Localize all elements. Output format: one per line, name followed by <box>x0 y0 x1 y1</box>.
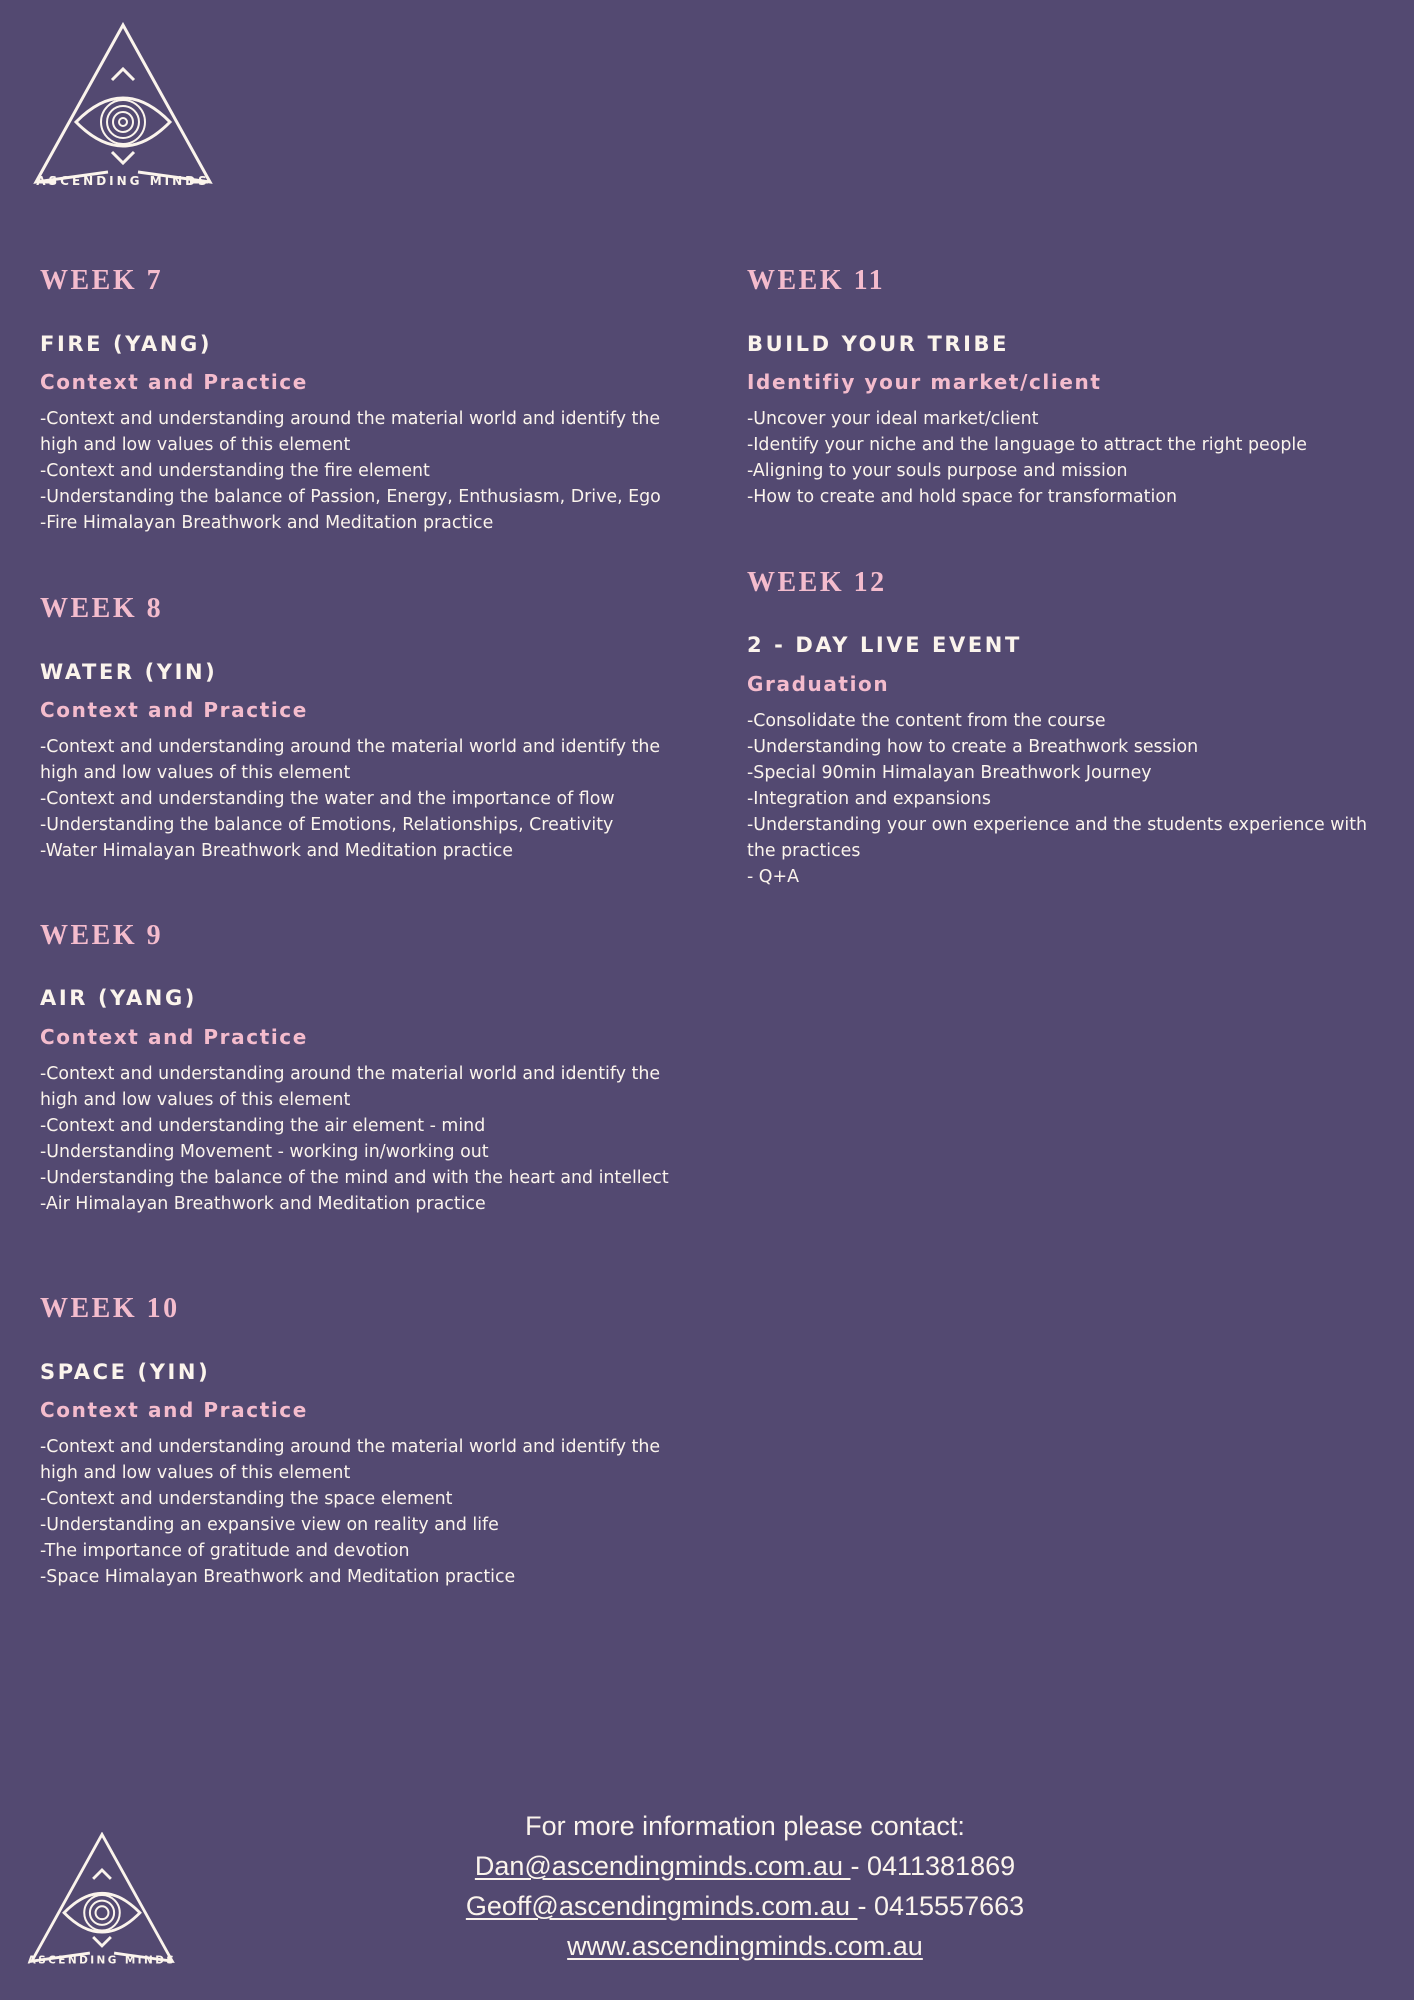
contact-footer <box>460 1806 1030 1966</box>
phone-geoff: - 0415557663 <box>857 1891 1025 1921</box>
week-8-details <box>40 734 660 864</box>
phone-dan: - 0411381869 <box>850 1851 1016 1881</box>
detail-line: -Fire Himalayan Breathwork and Meditation practice <box>40 513 494 533</box>
website-link[interactable]: www.ascendingminds.com.au <box>567 1931 923 1961</box>
website-row <box>460 1926 1030 1966</box>
detail-line: -Space Himalayan Breathwork and Meditation practice <box>40 1567 516 1587</box>
detail-line: -Context and understanding around the material world and identify the <box>40 1064 661 1084</box>
section-subtitle: Identifiy your market/client <box>747 370 1102 394</box>
detail-line: - Q+A <box>747 867 799 887</box>
contact-row-dan <box>460 1846 1030 1886</box>
detail-line: -Integration and expansions <box>747 789 991 809</box>
detail-line: -Identify your niche and the language to attract the right people <box>747 435 1307 455</box>
logo-wordmark: ASCENDING MINDS <box>36 174 210 188</box>
topic-title: FIRE (YANG) <box>40 332 213 356</box>
detail-line: -Understanding the balance of Emotions, Relationships, Creativity <box>40 815 614 835</box>
detail-line: -Context and understanding around the material world and identify the <box>40 1437 661 1457</box>
week-11-details <box>747 406 1307 510</box>
detail-line: -Context and understanding the fire element <box>40 461 430 481</box>
logo-wordmark: ASCENDING MINDS <box>27 1954 177 1966</box>
email-link-dan[interactable]: Dan@ascendingminds.com.au <box>474 1851 851 1881</box>
week-9-section <box>40 919 700 1229</box>
topic-title: SPACE (YIN) <box>40 1360 211 1384</box>
detail-line: -Understanding the balance of the mind and with the heart and intellect <box>40 1168 669 1188</box>
week-title: WEEK 9 <box>40 920 164 951</box>
detail-line: -How to create and hold space for transformation <box>747 487 1177 507</box>
detail-line: -Water Himalayan Breathwork and Meditation practice <box>40 841 513 861</box>
detail-line: -Understanding Movement - working in/working out <box>40 1142 489 1162</box>
week-12-details <box>747 708 1367 890</box>
triangle-eye-labyrinth-icon <box>26 1832 178 1966</box>
section-subtitle: Graduation <box>747 672 890 696</box>
detail-line: -Consolidate the content from the course <box>747 711 1106 731</box>
detail-line: high and low values of this element <box>40 435 351 455</box>
detail-line: high and low values of this element <box>40 763 351 783</box>
week-title: WEEK 11 <box>747 265 886 296</box>
detail-line: -The importance of gratitude and devotion <box>40 1541 410 1561</box>
detail-line: the practices <box>747 841 861 861</box>
contact-intro: For more information please contact: <box>525 1811 965 1841</box>
detail-line: -Context and understanding the space element <box>40 1489 453 1509</box>
detail-line: -Context and understanding around the material world and identify the <box>40 737 661 757</box>
contact-row-geoff <box>460 1886 1030 1926</box>
detail-line: -Context and understanding around the material world and identify the <box>40 409 661 429</box>
section-subtitle: Context and Practice <box>40 1398 308 1422</box>
week-7-details <box>40 406 661 536</box>
week-9-details <box>40 1061 669 1217</box>
topic-title: 2 - DAY LIVE EVENT <box>747 633 1022 657</box>
week-title: WEEK 10 <box>40 1293 180 1324</box>
detail-line: high and low values of this element <box>40 1090 351 1110</box>
detail-line: -Understanding how to create a Breathwork session <box>747 737 1199 757</box>
topic-title: AIR (YANG) <box>40 986 198 1010</box>
section-subtitle: Context and Practice <box>40 1025 308 1049</box>
detail-line: -Understanding the balance of Passion, Energy, Enthusiasm, Drive, Ego <box>40 487 661 507</box>
detail-line: -Air Himalayan Breathwork and Meditation practice <box>40 1194 486 1214</box>
section-subtitle: Context and Practice <box>40 698 308 722</box>
detail-line: -Aligning to your souls purpose and mission <box>747 461 1128 481</box>
left-column <box>40 0 700 1700</box>
right-column <box>747 0 1387 900</box>
topic-title: WATER (YIN) <box>40 660 218 684</box>
detail-line: high and low values of this element <box>40 1463 351 1483</box>
week-10-section <box>40 1292 700 1602</box>
week-title: WEEK 7 <box>40 265 164 296</box>
detail-line: -Understanding your own experience and the students experience with <box>747 815 1368 835</box>
week-12-section <box>747 566 1387 906</box>
detail-line: -Context and understanding the water and the importance of flow <box>40 789 615 809</box>
week-7-section <box>40 264 700 544</box>
week-8-section <box>40 592 700 872</box>
detail-line: -Understanding an expansive view on reality and life <box>40 1515 499 1535</box>
detail-line: -Special 90min Himalayan Breathwork Journey <box>747 763 1152 783</box>
section-subtitle: Context and Practice <box>40 370 308 394</box>
email-link-geoff[interactable]: Geoff@ascendingminds.com.au <box>465 1891 858 1921</box>
detail-line: -Context and understanding the air element - mind <box>40 1116 486 1136</box>
week-title: WEEK 12 <box>747 567 887 598</box>
week-title: WEEK 8 <box>40 593 164 624</box>
week-11-section <box>747 264 1387 524</box>
logo-bottom <box>26 1832 178 1966</box>
detail-line: -Uncover your ideal market/client <box>747 409 1039 429</box>
topic-title: BUILD YOUR TRIBE <box>747 332 1010 356</box>
week-10-details <box>40 1434 660 1590</box>
